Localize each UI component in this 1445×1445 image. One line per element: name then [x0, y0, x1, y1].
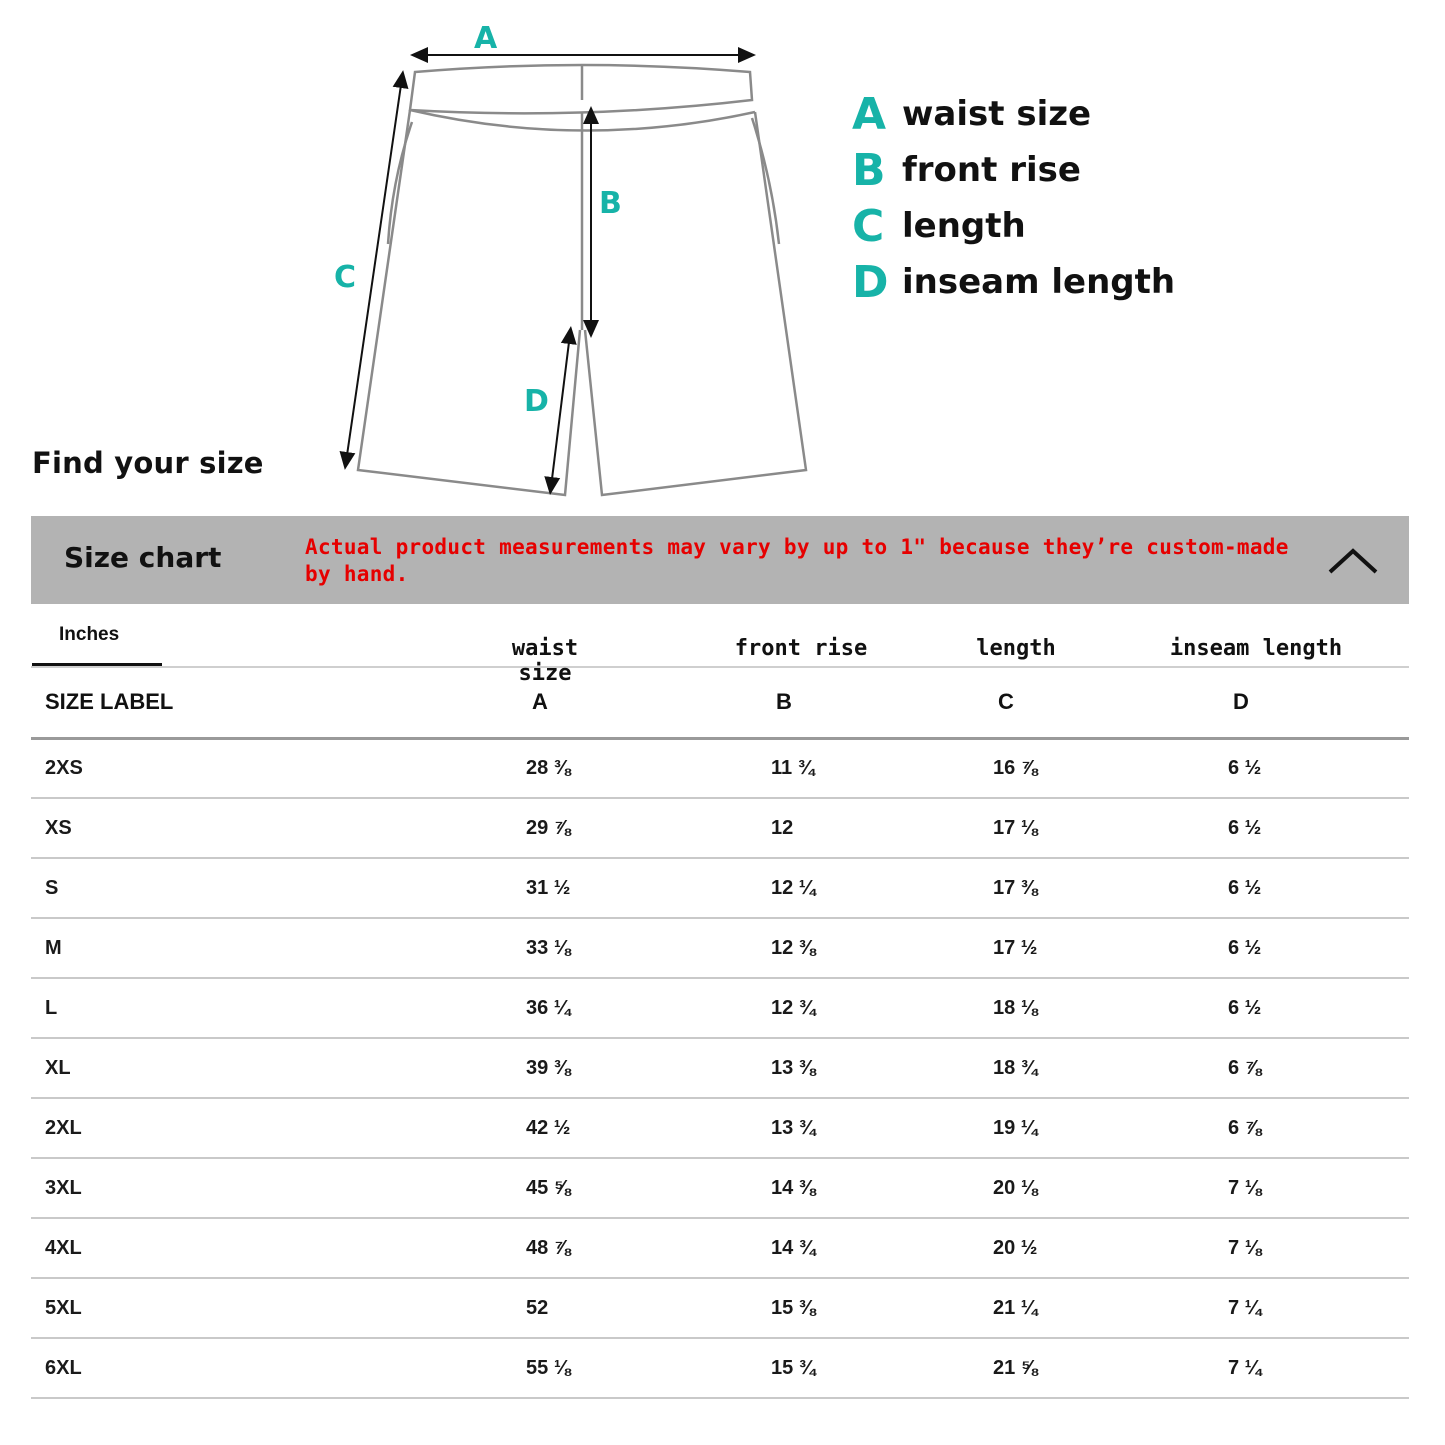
cell-front-rise: 12 ⅜: [771, 936, 816, 959]
table-row: [31, 1098, 1409, 1158]
cell-front-rise: 12 ¾: [771, 996, 816, 1019]
header-size-label: SIZE LABEL: [45, 689, 174, 715]
cell-front-rise: 14 ¾: [771, 1236, 816, 1259]
cell-front-rise: 14 ⅜: [771, 1176, 816, 1199]
cell-inseam: 6 ½: [1228, 816, 1262, 839]
header-a: A: [532, 689, 548, 715]
cell-length: 19 ¼: [993, 1116, 1038, 1139]
marker-c: C: [334, 260, 357, 295]
header-c: C: [998, 689, 1014, 715]
table-row: [31, 1158, 1409, 1218]
legend-item-waist: [852, 86, 1175, 142]
tab-inches-label: Inches: [59, 624, 120, 645]
cell-size: 2XL: [45, 1116, 82, 1139]
legend-label: waist size: [902, 94, 1092, 134]
find-size-heading: Find your size: [32, 446, 264, 480]
cell-size: 2XS: [45, 756, 83, 779]
table-row: [31, 1218, 1409, 1278]
col-name-length: length: [976, 636, 1056, 661]
legend-item-length: [852, 198, 1175, 254]
cell-inseam: 6 ½: [1228, 936, 1262, 959]
cell-size: 6XL: [45, 1356, 82, 1379]
cell-inseam: 7 ¼: [1228, 1296, 1262, 1319]
legend-label: front rise: [902, 150, 1081, 190]
cell-length: 17 ⅛: [993, 816, 1038, 839]
legend-letter: D: [852, 256, 889, 308]
cell-size: 4XL: [45, 1236, 82, 1259]
cell-size: XL: [45, 1056, 71, 1079]
cell-size: 5XL: [45, 1296, 82, 1319]
measurement-disclaimer: Actual product measurements may vary by up to 1" because they’re custom-made by hand.: [305, 535, 1289, 586]
cell-waist: 52: [526, 1296, 549, 1319]
shorts-illustration: [0, 0, 1445, 510]
cell-front-rise: 13 ¾: [771, 1116, 816, 1139]
cell-waist: 28 ⅜: [526, 756, 571, 779]
table-row: [31, 1038, 1409, 1098]
size-chart-title: Size chart: [64, 541, 222, 574]
legend-letter: C: [852, 200, 885, 252]
cell-waist: 36 ¼: [526, 996, 571, 1019]
cell-size: XS: [45, 816, 72, 839]
cell-waist: 45 ⅝: [526, 1176, 571, 1199]
cell-inseam: 6 ½: [1228, 756, 1262, 779]
cell-front-rise: 13 ⅜: [771, 1056, 816, 1079]
cell-front-rise: 12: [771, 816, 794, 839]
column-descriptions: [31, 630, 1409, 686]
marker-d: D: [524, 384, 549, 419]
cell-length: 18 ¾: [993, 1056, 1038, 1079]
legend-letter: A: [852, 88, 887, 140]
measurement-legend: [852, 86, 1175, 310]
legend-label: length: [902, 206, 1026, 246]
size-chart-header[interactable]: [31, 516, 1409, 604]
table-row: [31, 798, 1409, 858]
cell-front-rise: 11 ¾: [771, 756, 815, 779]
cell-front-rise: 15 ¾: [771, 1356, 816, 1379]
cell-size: L: [45, 996, 58, 1019]
table-row: [31, 1278, 1409, 1338]
size-table: [31, 668, 1409, 1399]
cell-length: 20 ½: [993, 1236, 1038, 1259]
cell-length: 20 ⅛: [993, 1176, 1038, 1199]
col-name-waist: waist size: [511, 636, 579, 686]
cell-waist: 55 ⅛: [526, 1356, 571, 1379]
cell-size: S: [45, 876, 59, 899]
header-d: D: [1233, 689, 1249, 715]
chevron-up-icon[interactable]: [1327, 546, 1379, 576]
legend-letter: B: [852, 144, 886, 196]
cell-length: 16 ⅞: [993, 756, 1038, 779]
marker-a: A: [474, 21, 498, 56]
marker-b: B: [599, 186, 622, 221]
cell-waist: 29 ⅞: [526, 816, 571, 839]
table-row: [31, 858, 1409, 918]
cell-length: 21 ¼: [993, 1296, 1038, 1319]
cell-size: 3XL: [45, 1176, 82, 1199]
cell-front-rise: 15 ⅜: [771, 1296, 816, 1319]
cell-inseam: 7 ⅛: [1228, 1176, 1262, 1199]
cell-waist: 39 ⅜: [526, 1056, 571, 1079]
col-name-front-rise: front rise: [734, 636, 868, 661]
cell-inseam: 6 ½: [1228, 876, 1262, 899]
col-name-inseam: inseam length: [1169, 636, 1343, 661]
cell-inseam: 6 ⅞: [1228, 1056, 1262, 1079]
legend-item-inseam: [852, 254, 1175, 310]
table-header-row: [31, 668, 1409, 738]
table-row: [31, 978, 1409, 1038]
table-row: [31, 738, 1409, 798]
legend-label: inseam length: [902, 262, 1176, 302]
table-row: [31, 1338, 1409, 1398]
cell-front-rise: 12 ¼: [771, 876, 816, 899]
cell-inseam: 7 ⅛: [1228, 1236, 1262, 1259]
cell-waist: 31 ½: [526, 876, 571, 899]
cell-length: 18 ⅛: [993, 996, 1038, 1019]
cell-length: 17 ⅜: [993, 876, 1038, 899]
shorts-diagram: [0, 0, 1445, 510]
cell-length: 21 ⅝: [993, 1356, 1038, 1379]
cell-inseam: 6 ⅞: [1228, 1116, 1262, 1139]
cell-inseam: 7 ¼: [1228, 1356, 1262, 1379]
cell-length: 17 ½: [993, 936, 1038, 959]
cell-inseam: 6 ½: [1228, 996, 1262, 1019]
cell-size: M: [45, 936, 62, 959]
table-row: [31, 918, 1409, 978]
shorts-outline: [358, 64, 806, 495]
cell-waist: 48 ⅞: [526, 1236, 571, 1259]
cell-waist: 42 ½: [526, 1116, 571, 1139]
legend-item-front-rise: [852, 142, 1175, 198]
header-b: B: [776, 689, 792, 715]
cell-waist: 33 ⅛: [526, 936, 571, 959]
